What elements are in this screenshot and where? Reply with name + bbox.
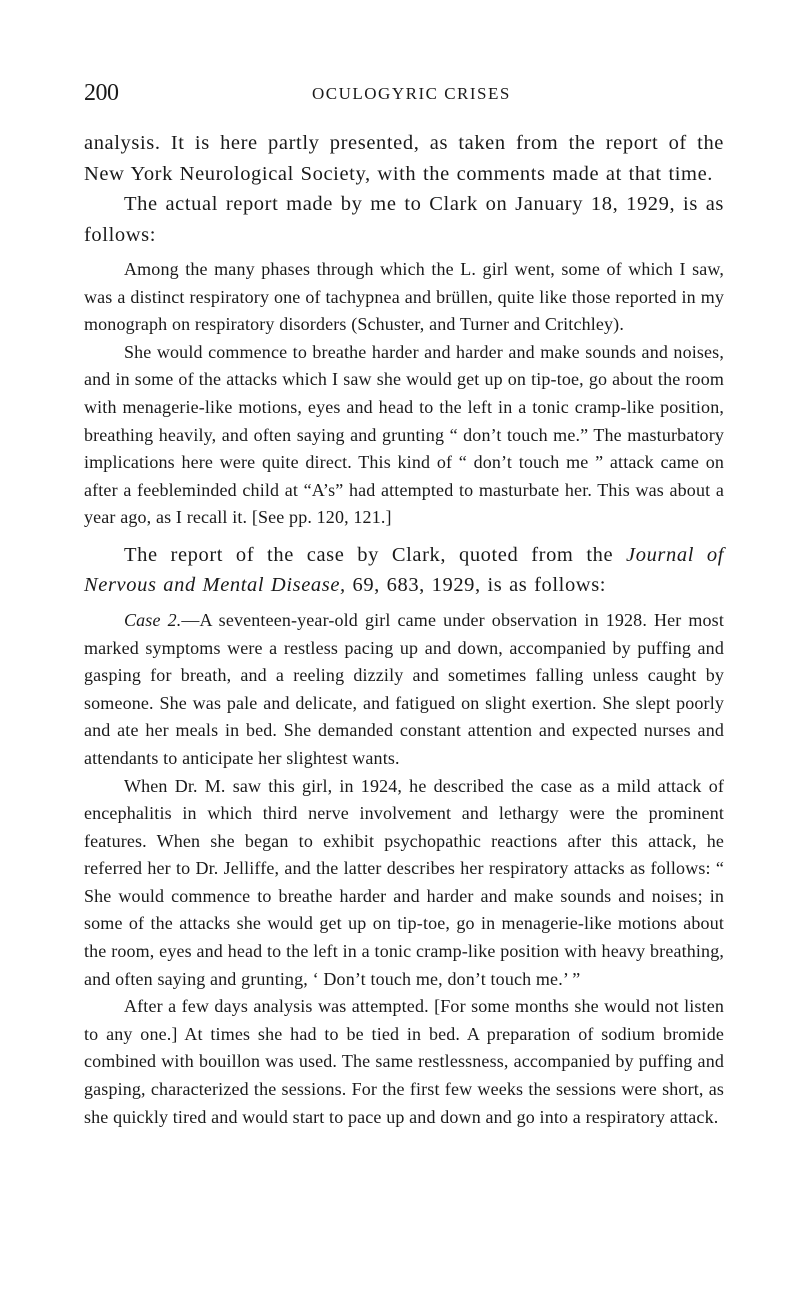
body-text bbox=[84, 128, 724, 1131]
journal-title: Journal of Nervous and Mental Disease, bbox=[84, 543, 724, 597]
paragraph-respiratory-phase: Among the many phases through which the L. girl went, some of which I saw, was a distinct respiratory one of tachypnea and brüllen, quite like those reported in my monograph on respiratory disorders (Schuster, and Turner and Critchley). bbox=[84, 259, 724, 335]
paragraph-clark-report-intro bbox=[84, 540, 724, 601]
clark-intro-text: The report of the case by Clark, quoted from the bbox=[124, 543, 627, 566]
case-label: Case 2. bbox=[124, 609, 182, 630]
running-head: OCULOGYRIC CRISES bbox=[312, 84, 511, 103]
paragraph-report-intro: The actual report made by me to Clark on January 18, 1929, is as follows: bbox=[84, 193, 724, 246]
page-header bbox=[84, 78, 724, 108]
paragraph-analysis-attempted: After a few days analysis was attempted. [For some months she would not listen to any one.] At times she had to be tied in bed. A preparation of sodium bromide combined with bouillon was used. The same restlessness, accompanied by puffing and gasping, characterized the sessions. For the first few weeks the sessions were short, as she quickly tired and would start to pace up and down and go into a respiratory attack. bbox=[84, 996, 724, 1127]
paragraph-attack-description: She would commence to breathe harder and harder and make sounds and noises, and in some of the attacks which I saw she would get up on tip-toe, go about the room with menagerie-like motions, eyes and head to the left in a tonic cramp-like position, breathing heavily, and often saying and grunting “ don’t touch me.” The masturbatory implications here were quite direct. This kind of “ don’t touch me ” attack came on after a feebleminded child at “A’s” had attempted to masturbate her. This was about a year ago, as I recall it. [See pp. 120, 121.] bbox=[84, 341, 724, 528]
paragraph-case-2 bbox=[84, 607, 724, 773]
paragraph-dr-m: When Dr. M. saw this girl, in 1924, he described the case as a mild attack of encephalitis in which third nerve involvement and lethargy were the prominent features. When she began to exhibit psychopathic reactions after this attack, he referred her to Dr. Jelliffe, and the latter describes her respiratory attacks as follows: “ She would commence to breathe harder and harder and make sounds and noises; in some of the attacks she would get up on tip-toe, go in menagerie-like motions about the room, eyes and head to the left in a tonic cramp-like position with heavy breathing, and often saying and grunting, ‘ Don’t touch me, don’t touch me.’ ” bbox=[84, 775, 724, 989]
citation-text: 69, 683, 1929, is as follows: bbox=[345, 574, 607, 597]
paragraph-analysis: analysis. It is here partly presented, as taken from the report of the New York Neurological Society, with the comments made at that time. bbox=[84, 132, 724, 185]
case-2-text: —A seventeen-year-old girl came under observation in 1928. Her most marked symptoms were a restless pacing up and down, accompanied by puffing and gasping for breath, and a reeling dizzily and sometimes falling unless caught by someone. She was pale and delicate, and fatigued on slight exertion. She slept poorly and ate her meals in bed. She demanded constant attention and expected nurses and attendants to anticipate her slightest wants. bbox=[84, 609, 724, 768]
page-number: 200 bbox=[84, 80, 119, 106]
